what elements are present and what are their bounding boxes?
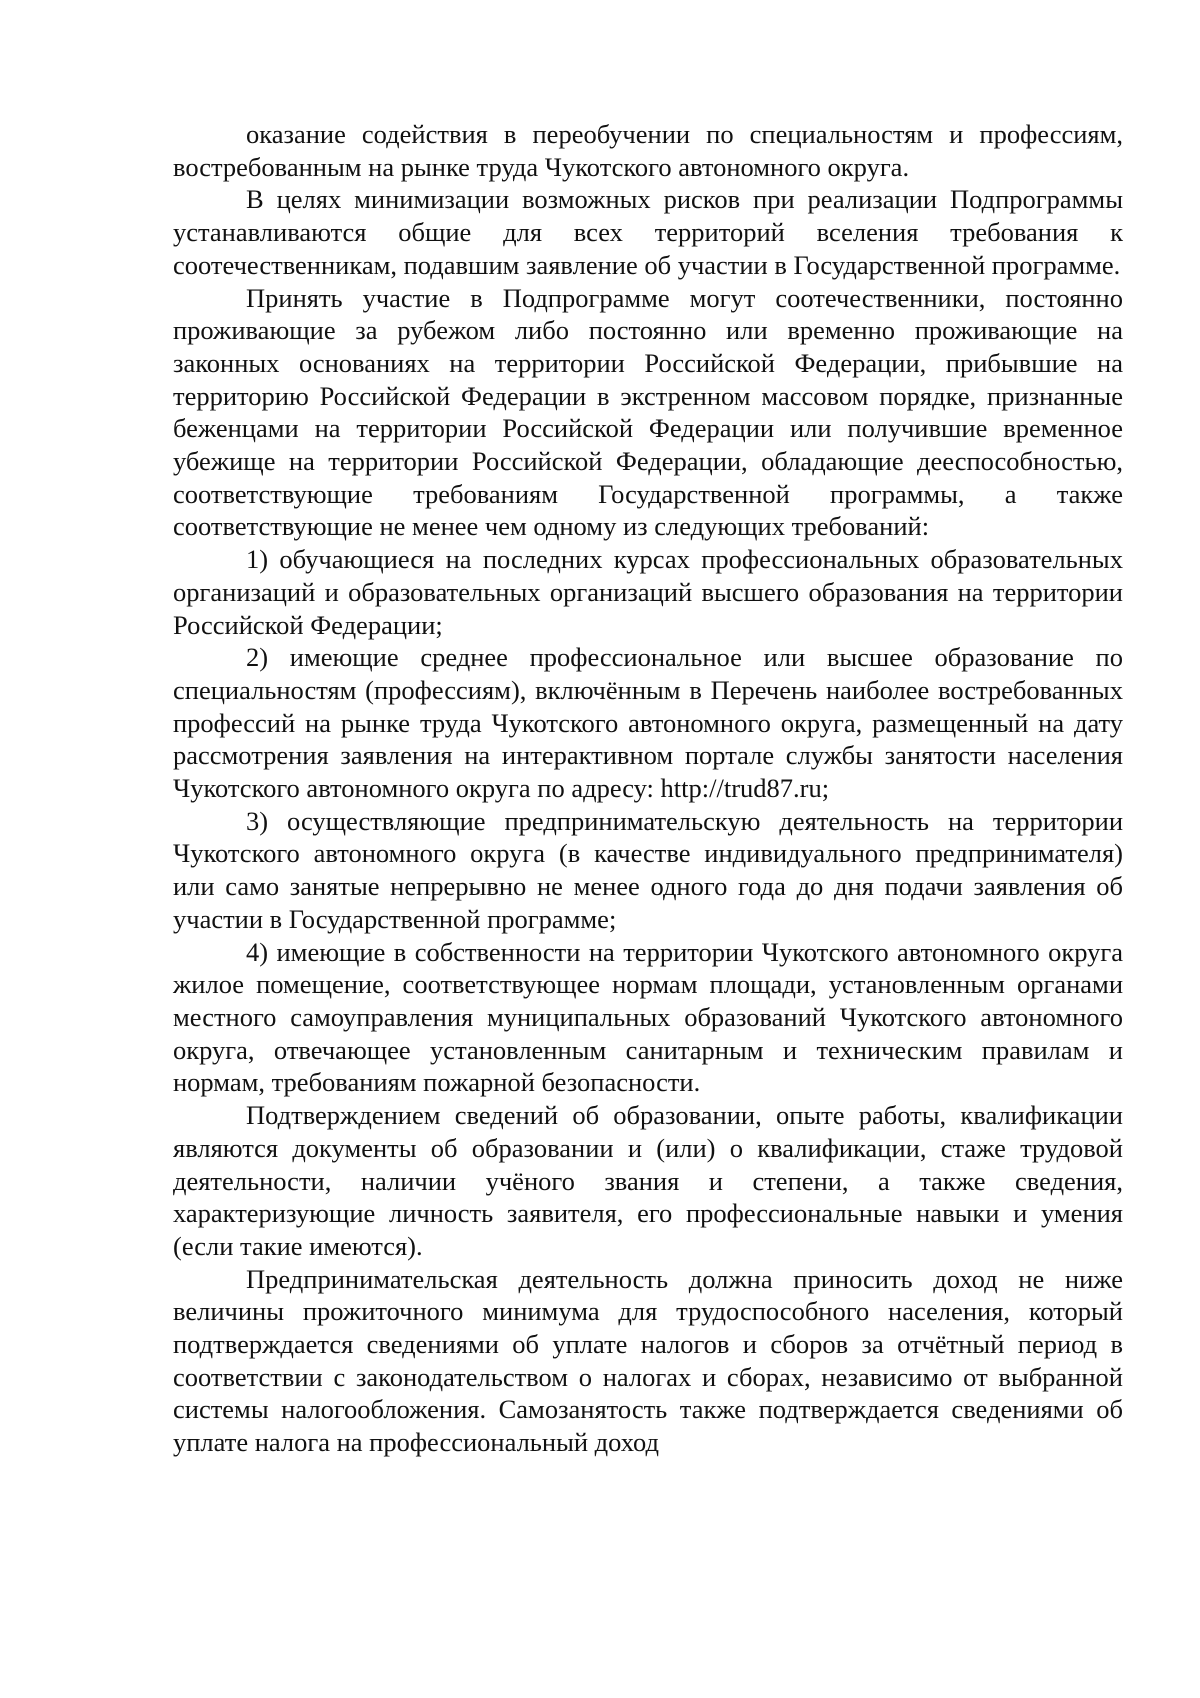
requirement-item-4: 4) имеющие в собственности на территории Чукотского автономного округа жилое помещение, соответствующее нормам площади, установленным органами местного самоуправления муниципальных образований Чукотского автономного округа, отвечающее установленным санитарным и техническим правилам и нормам, требованиям пожарной безопасности. [173,936,1123,1098]
paragraph-confirmation-documents: Подтверждением сведений об образовании, опыте работы, квалификации являются документы об образовании и (или) о квалификации, стаже трудовой деятельности, наличии учёного звания и степени, а также сведения, характеризующие личность заявителя, его профессиональные навыки и умения (если такие имеются). [173,1100,1123,1261]
paragraph-risk-minimization: В целях минимизации возможных рисков при реализации Подпрограммы устанавливаются общие для всех территорий вселения требования к соотечественникам, подавшим заявление об участии в Государственной программе. [173,184,1123,280]
paragraph-eligibility: Принять участие в Подпрограмме могут соотечественники, постоянно проживающие за рубежом либо постоянно или временно проживающие на законных основаниях на территории Российской Федерации, прибывшие на территорию Российской Федерации в экстренном массовом порядке, признанные беженцами на территории Российской Федерации или получившие временное убежище на территории Российской Федерации, обладающие дееспособностью, соответствующие требованиям Государственной программы, а также соответствующие не менее чем одному из следующих требований: [173,282,1123,542]
paragraph-entrepreneurial-income: Предпринимательская деятельность должна приносить доход не ниже величины прожиточного минимума для трудоспособного населения, который подтверждается сведениями об уплате налогов и сборов за отчётный период в соответствии с законодательством о налогах и сборах, независимо от выбранной системы налогообложения. Самозанятость также подтверждается сведениями об уплате налога на профессиональный доход [173,1263,1123,1458]
document-page [173,118,1123,1459]
requirement-item-3: 3) осуществляющие предпринимательскую деятельность на территории Чукотского автономного округа (в качестве индивидуального предпринимателя) или само занятые непрерывно не менее одного года до дня подачи заявления об участии в Государственной программе; [173,805,1123,934]
requirement-item-1: 1) обучающиеся на последних курсах профессиональных образовательных организаций и образовательных организаций высшего образования на территории Российской Федерации; [173,544,1123,640]
paragraph-retraining-support: оказание содействия в переобучении по специальностям и профессиям, востребованным на рынке труда Чукотского автономного округа. [173,119,1123,182]
requirement-item-2: 2) имеющие среднее профессиональное или высшее образование по специальностям (профессиям), включённым в Перечень наиболее востребованных профессий на рынке труда Чукотского автономного округа, размещенный на дату рассмотрения заявления на интерактивном портале службы занятости населения Чукотского автономного округа по адресу: http://trud87.ru; [173,642,1123,804]
